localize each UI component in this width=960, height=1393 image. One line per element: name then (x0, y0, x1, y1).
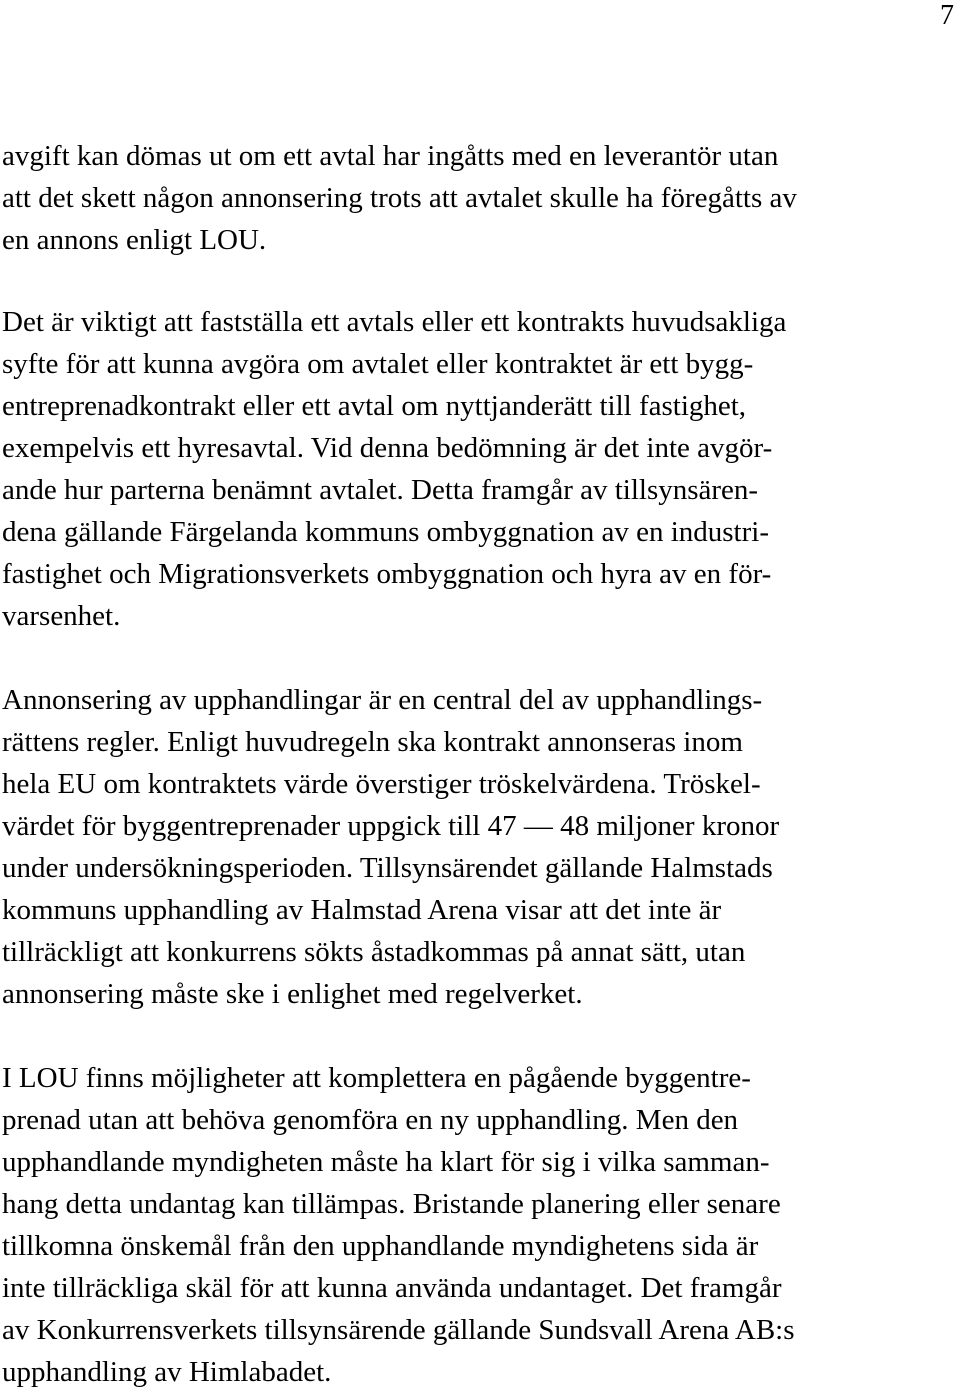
text-line: syfte för att kunna avgöra om avtalet eller kontraktet är ett bygg- (2, 348, 754, 380)
text-line: ande hur parterna benämnt avtalet. Detta framgår av tillsynsären- (2, 474, 759, 506)
text-line: exempelvis ett hyresavtal. Vid denna bedömning är det inte avgör- (2, 432, 773, 464)
text-line: tillräckligt att konkurrens sökts åstadkommas på annat sätt, utan (2, 936, 746, 968)
text-line: under undersökningsperioden. Tillsynsärendet gällande Halmstads (2, 852, 773, 884)
text-line: Annonsering av upphandlingar är en central del av upphandlings- (2, 684, 763, 716)
paragraph-2 (2, 301, 958, 637)
text-line: fastighet och Migrationsverkets ombyggnation och hyra av en för- (2, 558, 772, 590)
text-line: rättens regler. Enligt huvudregeln ska kontrakt annonseras inom (2, 726, 743, 758)
text-line: en annons enligt LOU. (2, 224, 267, 256)
text-line: varsenhet. (2, 600, 121, 632)
text-line: kommuns upphandling av Halmstad Arena visar att det inte är (2, 894, 722, 926)
text-line: värdet för byggentreprenader uppgick till 47 — 48 miljoner kronor (2, 810, 780, 842)
paragraph-4 (2, 1057, 958, 1393)
text-line: annonsering måste ske i enlighet med regelverket. (2, 978, 583, 1010)
text-line: att det skett någon annonsering trots att avtalet skulle ha föregåtts av (2, 182, 797, 214)
text-line: hang detta undantag kan tillämpas. Bristande planering eller senare (2, 1188, 781, 1220)
text-line: dena gällande Färgelanda kommuns ombyggnation av en industri- (2, 516, 769, 548)
text-line: Det är viktigt att fastställa ett avtals eller ett kontrakts huvudsakliga (2, 306, 787, 338)
text-line: prenad utan att behöva genomföra en ny upphandling. Men den (2, 1104, 739, 1136)
paragraph-1 (2, 135, 958, 261)
text-line: upphandlande myndigheten måste ha klart för sig i vilka samman- (2, 1146, 770, 1178)
text-line: entreprenadkontrakt eller ett avtal om nyttjanderätt till fastighet, (2, 390, 747, 422)
page-number: 7 (940, 0, 954, 31)
text-line: upphandling av Himlabadet. (2, 1356, 332, 1388)
text-line: tillkomna önskemål från den upphandlande myndighetens sida är (2, 1230, 759, 1262)
paragraph-3 (2, 679, 958, 1015)
text-line: avgift kan dömas ut om ett avtal har ingåtts med en leverantör utan (2, 140, 779, 172)
text-line: inte tillräckliga skäl för att kunna använda undantaget. Det framgår (2, 1272, 782, 1304)
text-line: hela EU om kontraktets värde överstiger tröskelvärdena. Tröskel- (2, 768, 761, 800)
text-line: av Konkurrensverkets tillsynsärende gällande Sundsvall Arena AB:s (2, 1314, 795, 1346)
text-line: I LOU finns möjligheter att komplettera en pågående byggentre- (2, 1062, 751, 1094)
